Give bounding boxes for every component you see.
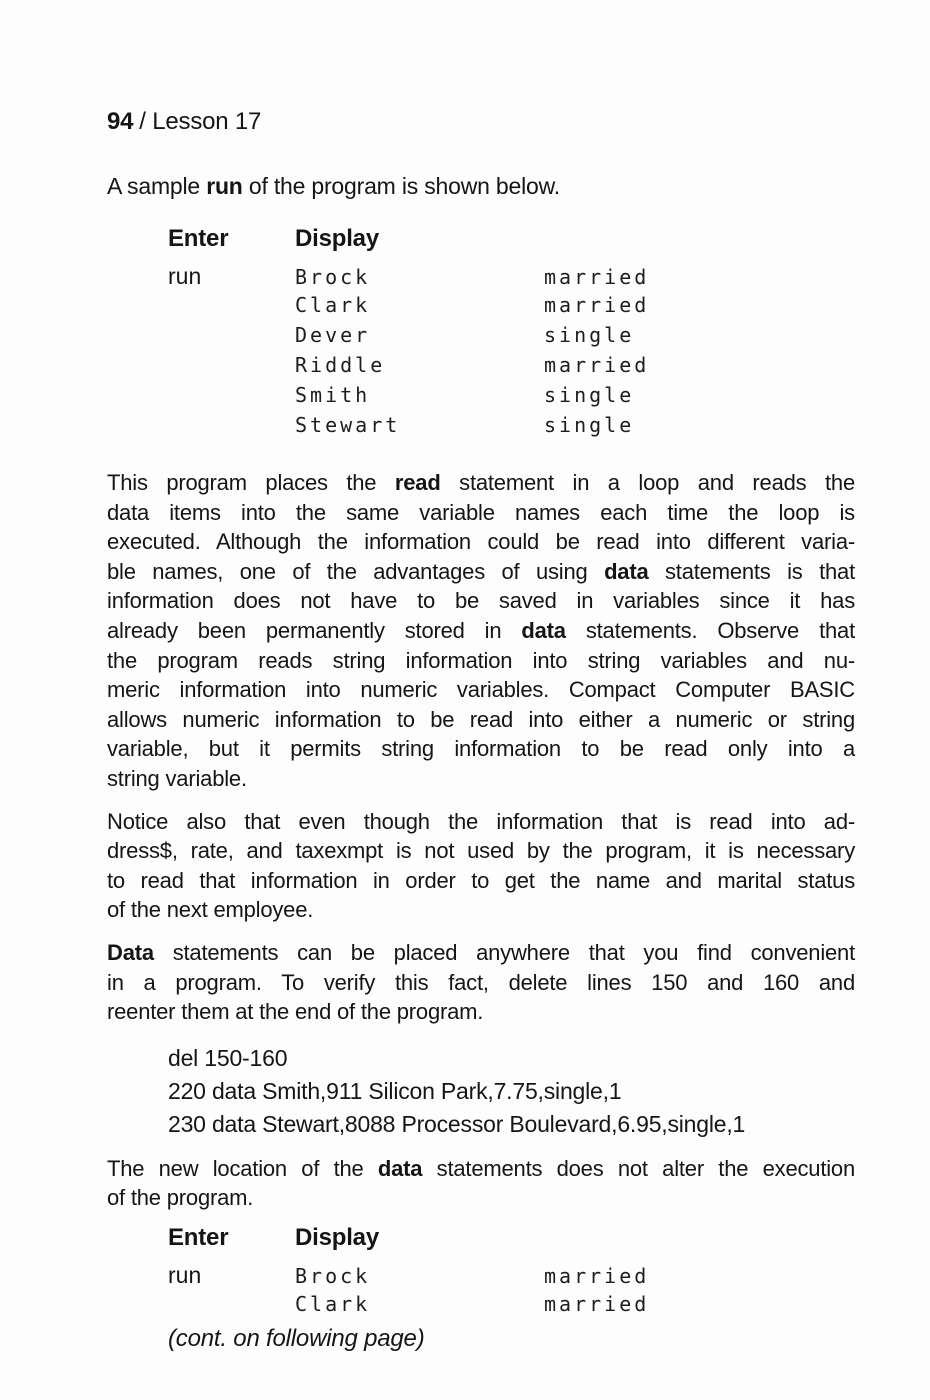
text: del 150-160 [168,1044,288,1071]
text: statement in a loop and reads the [440,470,855,495]
text: to read that information in order to get the name and marital status [107,867,855,893]
page-header [107,108,855,136]
display-status: married [544,1291,650,1316]
text-line [107,1154,855,1184]
text-line [107,968,855,998]
display-name: Stewart [295,413,401,437]
display-name: Brock [295,265,371,289]
text: in a program. To verify this fact, delete lines 150 and 160 and [107,969,855,995]
text-line [107,866,855,896]
text: data items into the same variable names each time the loop is [107,499,855,525]
text-line [168,1042,855,1075]
lesson-title: / Lesson 17 [139,108,262,135]
text-line [107,173,855,200]
page-number: 94 [107,108,134,135]
text: statements is that [648,558,855,584]
bold-text: Data [107,939,154,965]
run-table-row [168,1292,855,1322]
run-table-row [168,293,855,323]
column-header-enter: Enter [168,225,229,252]
text-line [107,675,855,705]
text: string variable. [107,765,247,791]
text-line [107,527,855,557]
text-line [107,734,855,764]
text: statements can be placed anywhere that you find convenient [153,939,855,965]
display-name: Smith [295,383,371,407]
display-name: Clark [295,293,371,317]
bold-text: data [377,1155,423,1181]
text-line [107,498,855,528]
text-line [107,705,855,735]
run-table-header [168,1223,855,1253]
run-table-row [168,323,855,353]
display-status: married [544,353,650,377]
run-table-1 [168,224,855,443]
text: This program places the [107,470,395,495]
text: information does not have to be saved in variables since it has [107,588,855,614]
bold-text: data [521,617,566,643]
text: dress$, rate, and taxexmpt is not used by the program, it is necessary [107,838,855,864]
run-table-row [168,353,855,383]
text-line [107,895,855,925]
run-table-2 [168,1223,855,1322]
text: meric information into numeric variables. Compact Computer BASIC [107,677,855,703]
text: reenter them at the end of the program. [107,999,484,1025]
display-name: Riddle [295,353,386,377]
text-line [107,468,855,498]
text: of the program is shown below. [242,173,560,199]
paragraph-data-placement [107,938,855,1027]
intro-text [107,173,855,200]
text-line [107,586,855,616]
text-line [107,764,855,794]
text: allows numeric information to be read into either a numeric or string [107,706,855,732]
run-table-row [168,383,855,413]
paragraph-new-location [107,1154,855,1213]
text: The new location of the [107,1155,378,1181]
text: variable, but it permits string information to be read only into a [107,736,855,762]
display-name: Brock [295,1263,371,1288]
bold-text: data [604,558,649,584]
run-table-row [168,263,855,293]
text: of the next employee. [107,897,314,923]
text: Notice also that even though the information that is read into ad- [107,808,855,834]
text-line [107,997,855,1027]
bold-text: run [206,173,243,199]
column-header-display: Display [295,1223,379,1251]
text: statements does not alter the execution [422,1155,855,1181]
text: 220 data Smith,911 Silicon Park,7.75,single,1 [168,1077,622,1104]
run-table-header [168,224,855,254]
text-line [107,938,855,968]
display-status: single [544,383,635,407]
text: A sample [107,173,207,199]
paragraph-read-loop [107,468,855,794]
text-line [107,646,855,676]
display-status: married [544,265,650,289]
code-block [168,1042,855,1141]
display-status: single [544,413,635,437]
paragraph-notice [107,807,855,925]
display-name: Clark [295,1291,371,1316]
enter-command: run [168,263,202,289]
column-header-display: Display [295,225,379,252]
bold-text: read [394,470,441,495]
text-line [107,1183,855,1213]
text: 230 data Stewart,8088 Processor Boulevard,6.95,single,1 [168,1110,746,1137]
text: ble names, one of the advantages of using [107,558,605,584]
run-table-row [168,413,855,443]
continuation-note: (cont. on following page) [168,1324,425,1352]
text-line [107,616,855,646]
text: of the program. [107,1185,254,1211]
text-line [107,807,855,837]
display-status: single [544,323,635,347]
text: executed. Although the information could be read into different varia- [107,529,855,555]
enter-command: run [168,1261,202,1288]
text-line [107,557,855,587]
text-line [107,836,855,866]
text: the program reads string information into string variables and nu- [107,647,855,673]
text-line [168,1108,855,1141]
run-table-row [168,1262,855,1292]
display-status: married [544,293,650,317]
display-name: Dever [295,323,371,347]
display-status: married [544,1263,650,1288]
text-line [168,1075,855,1108]
text: already been permanently stored in [107,617,522,643]
column-header-enter: Enter [168,1223,229,1251]
text: statements. Observe that [565,617,855,643]
